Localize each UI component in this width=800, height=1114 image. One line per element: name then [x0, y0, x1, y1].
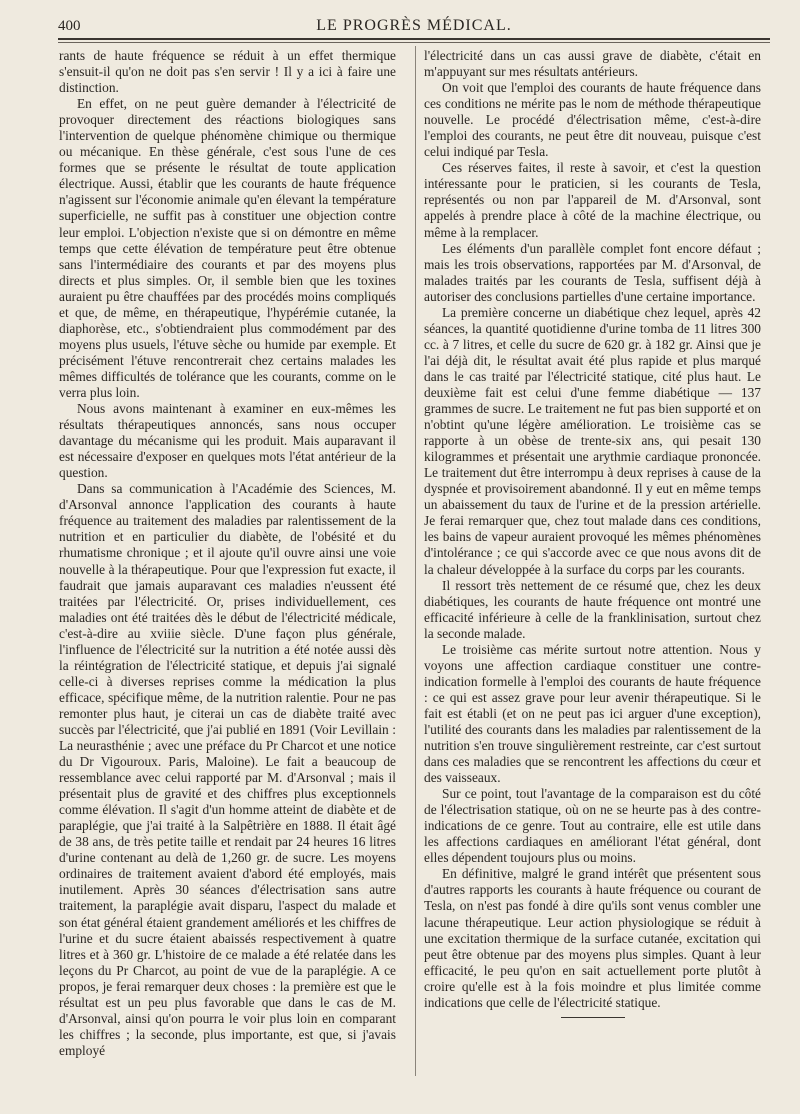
paragraph: En définitive, malgré le grand intérêt que présentent sous d'autres rapports les courants à haute fréquence ou courant de Tesla, on n'est pas fondé à dire qu'ils sont venus combler une lacune thérapeutique. Leur action physiologique se réduit à une excitation thermique de la surface cutanée, excitation qui peut être obtenue par des moyens plus simples. Quant à leur efficacité, le peu qu'on en sait actuellement porte plutôt à croire qu'elle est à la fois moindre et plus limitée comme indications que celle de l'électricité statique.: [424, 866, 761, 1010]
left-column: [59, 48, 396, 1059]
header-rule: [58, 38, 770, 40]
journal-title: LE PROGRÈS MÉDICAL.: [316, 17, 512, 34]
paragraph: Sur ce point, tout l'avantage de la comparaison est du côté de l'électrisation statique, où on ne se heurte pas à des contre-indications de ce genre. Tout au contraire, elle est utile dans les affections cardiaques en améliorant l'état général, dont elles dépendent toujours plus ou moins.: [424, 786, 761, 866]
page-number: 400: [58, 18, 81, 34]
paragraph: On voit que l'emploi des courants de haute fréquence dans ces conditions ne mérite pas le nom de méthode thérapeutique nouvelle. Le procédé d'électrisation même, c'est-à-dire l'emploi des courants, ne peut être dit nouveau, puisque c'est celui indiqué par Tesla.: [424, 80, 761, 160]
header-rule-thin: [58, 42, 770, 43]
paragraph: Ces réserves faites, il reste à savoir, et c'est la question intéressante pour le praticien, si les courants de Tesla, représentés ou non par l'appareil de M. d'Arsonval, sont appelés à prendre place à côté de la machine électrique, ou même à la remplacer.: [424, 160, 761, 240]
paragraph: Le troisième cas mérite surtout notre attention. Nous y voyons une affection cardiaque constituer une contre-indication formelle à l'emploi des courants de haute fréquence : ce qui est assez grave pour leur avenir thérapeutique. Si le fait est établi (et on ne peut pas ici arguer d'une exception), l'utilité des courants dans les maladies par ralentissement de la nutrition s'en trouve singulièrement restreinte, car c'est surtout dans ces maladies que se rencontrent les affections du cœur et des vaisseaux.: [424, 641, 761, 786]
paragraph: rants de haute fréquence se réduit à un effet thermique s'ensuit-il qu'on ne doit pas s'en servir ! Il y a ici à faire une distinction.: [59, 48, 396, 96]
paragraph: l'électricité dans un cas aussi grave de diabète, c'était en m'appuyant sur mes résultats antérieurs.: [424, 48, 761, 80]
page-header: [58, 14, 770, 36]
column-divider: [415, 46, 416, 1076]
paragraph: Dans sa communication à l'Académie des Sciences, M. d'Arsonval annonce l'application des courants à haute fréquence au traitement des maladies par ralentissement de la nutrition et en particulier du diabète, de l'obésité et du rhumatisme chronique ; et il ajoute qu'il ouvre ainsi une voie nouvelle à la thérapeutique. Pour que l'expression fut exacte, il faudrait que jamais auparavant ces maladies n'eussent été traitées par l'électricité. Or, prises individuellement, ces maladies ont été traitées dès le début de l'électricité médicale, c'est-à-dire au xviiie siècle. D'une façon plus générale, l'influence de l'électricité sur la nutrition a été notée aussi dès la réintégration de l'électricité statique, et depuis j'ai signalé celle-ci à diverses reprises comme la médication la plus efficace, spécifique même, de la nutrition ralentie. Pour ne pas remonter plus haut, je citerai un cas de diabète traité avec succès par l'électricité, que j'ai publié en 1891 (Voir Levillain : La neurasthénie ; avec une préface du Pr Charcot et une notice du Dr Vigouroux. Paris, Maloine). Le fait a beaucoup de ressemblance avec celui rapporté par M. d'Arsonval ; mais il présentait plus de gravité et des chiffres plus exceptionnels comme élévation. Il s'agit d'un homme atteint de diabète et de paraplégie, que j'ai traité à la Salpêtrière en 1888. Il était âgé de 38 ans, de très petite taille et rendait par 24 heures 16 litres d'urine contenant au delà de 1,260 gr. de sucre. Les moyens ordinaires de traitement avaient d'abord été employés, mais inutilement. Après 30 séances d'électrisation sans autre traitement, la paraplégie avait disparu, l'aspect du malade et son état général étaient grandement améliorés et les chiffres de l'urine et du sucre étaient abaissés respectivement à quatre litres et à 360 gr. L'histoire de ce malade a été relatée dans les leçons du Pr Charcot, au point de vue de la paraplégie. A ce propos, je ferai remarquer deux choses : la première est que le résultat est un peu plus favorable que dans le cas de M. d'Arsonval, ainsi qu'on pourra le voir plus loin en comparant les chiffres ; la seconde, plus importante, est que, si j'avais employé: [59, 481, 396, 1058]
paragraph: La première concerne un diabétique chez lequel, après 42 séances, la quantité quotidienne d'urine tomba de 11 litres 300 cc. à 7 litres, et celle du sucre de 620 gr. à 182 gr. Ainsi que je l'ai déjà dit, le résultat avait été plus rapide et plus marqué dans le cas traité par l'électricité statique, cité plus haut. Le deuxième fait est celui d'une femme diabétique — 137 grammes de sucre. Le traitement ne fut pas bien supporté et on n'obtint qu'une légère amélioration. Le troisième cas se rapporte à un obèse de trente-six ans, qui pesait 130 kilogrammes et présentait une arythmie cardiaque prononcée. Le traitement dut être interrompu à deux reprises à cause de la dyspnée et provisoirement abandonné. Il y eut en même temps un abaissement du taux de l'urine et de la pression artérielle. Je ferai remarquer que, chez tout malade dans ces conditions, les bains de vapeur auraient provoqué les mêmes phénomènes d'intolérance ; ce qui s'accorde avec ce que nous avons dit de la chaleur développée à la surface du corps par les courants.: [424, 304, 761, 577]
end-rule: [561, 1017, 625, 1018]
paragraph: Les éléments d'un parallèle complet font encore défaut ; mais les trois observations, rapportées par M. d'Arsonval, de malades traités par les courants de Tesla, suffisent déjà à autoriser des conclusions partielles d'une certaine importance.: [424, 240, 761, 304]
paragraph: Nous avons maintenant à examiner en eux-mêmes les résultats thérapeutiques annoncés, sans nous occuper davantage du mécanisme qui les produit. Mais auparavant il est nécessaire d'exposer en quelques mots l'état antérieur de la question.: [59, 401, 396, 481]
paragraph: En effet, on ne peut guère demander à l'électricité de provoquer directement des réactions biologiques sans l'intervention de quelque phénomène chimique ou thermique ou mécanique. En thèse générale, c'est sous l'une de ces formes que se présente le résultat de toute application électrique. Aussi, établir que les courants de haute fréquence n'agissent sur l'économie animale qu'en élevant la température superficielle, ne suffit pas à constituer une objection contre leur emploi. L'objection n'existe que si on démontre en même temps que cette élévation de température peut être obtenue sans l'intermédiaire des courants et par des moyens plus directs et plus simples. Or, il semble bien que les toxines auraient pu être chauffées par des procédés moins compliqués et que, de même, en thérapeutique, l'hypérémie cutanée, la diaphorèse, etc., s'obtiendraient plus commodément par des moyens plus usuels, l'étuve sèche ou humide par exemple. Et précisément l'étuve rencontrerait chez certains malades les mêmes difficultés de tolérance que les courants, comme on le verra plus loin.: [59, 96, 396, 400]
right-column: [424, 48, 761, 1018]
paragraph: Il ressort très nettement de ce résumé que, chez les deux diabétiques, les courants de haute fréquence ont montré une efficacité inférieure à celle de la franklinisation, surtout chez la seconde malade.: [424, 577, 761, 641]
